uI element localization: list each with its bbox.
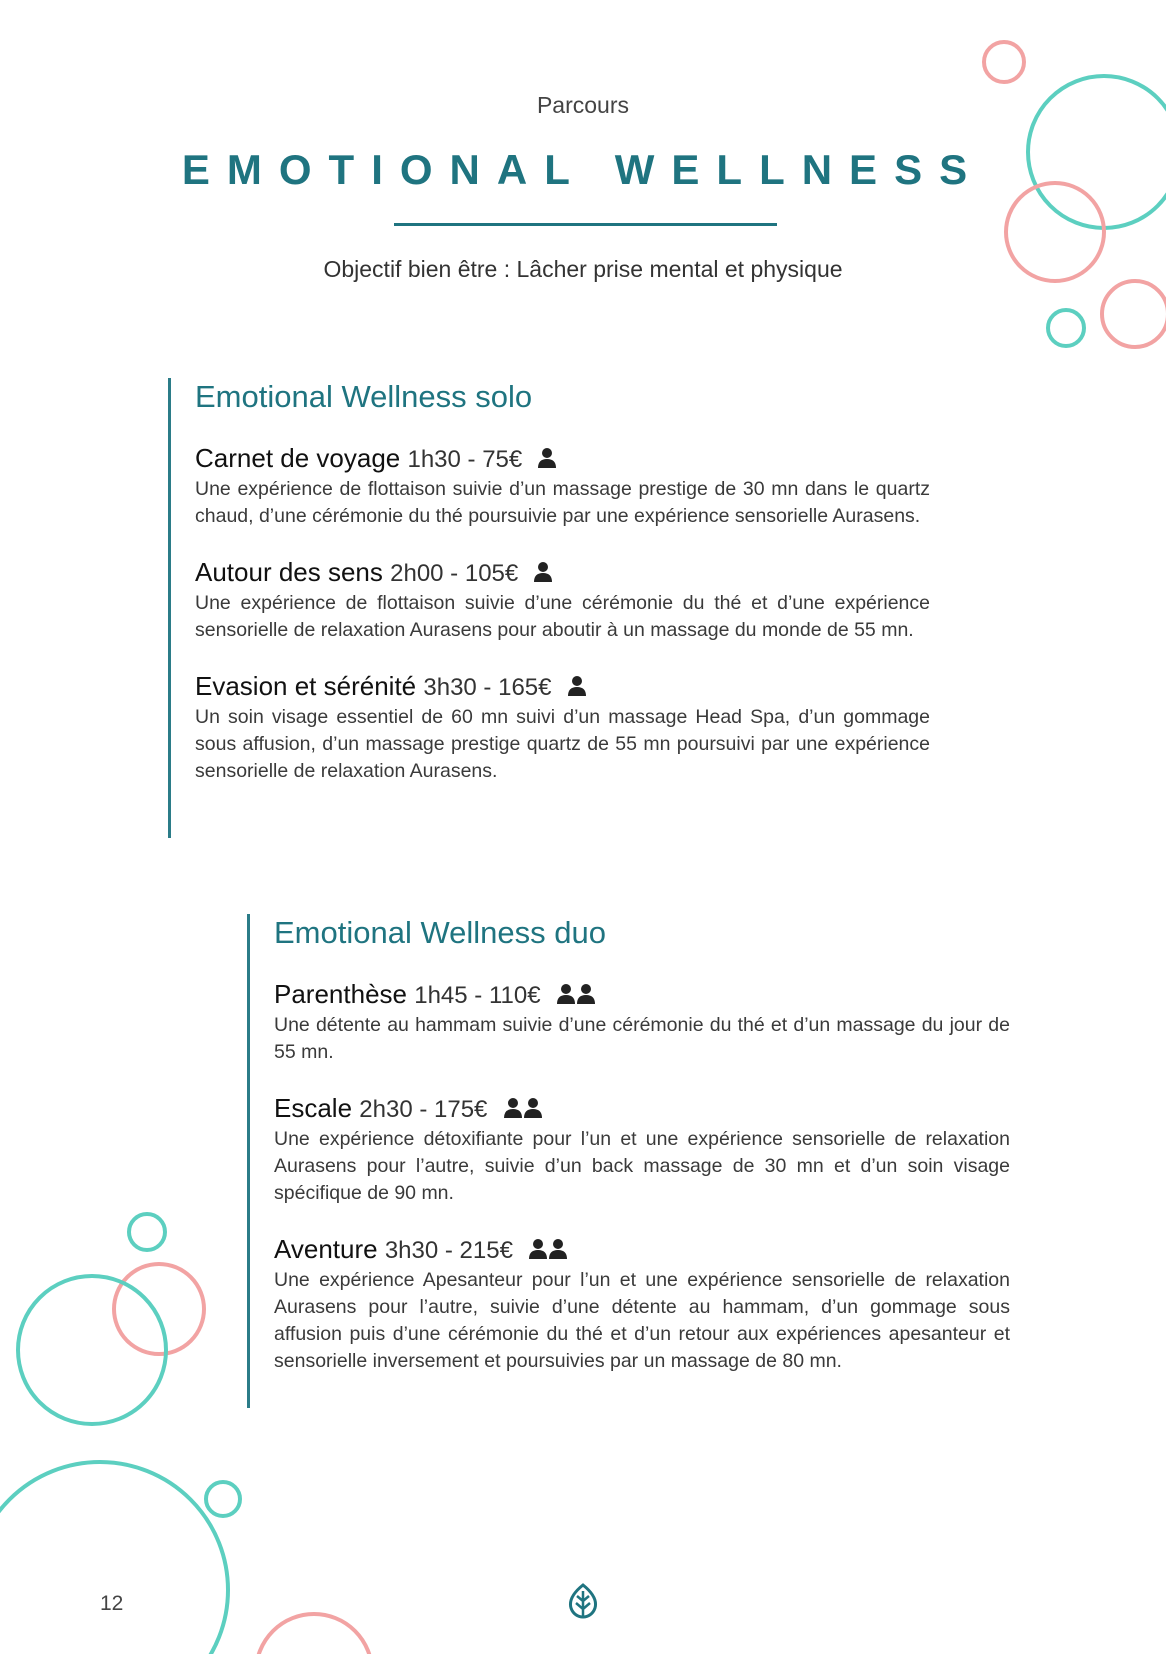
deco-circle (1102, 281, 1166, 347)
list-item (195, 670, 930, 785)
deco-circle (114, 1264, 204, 1354)
item-description: Une détente au hammam suivie d’une cérémonie du thé et d’un massage du jour de 55 mn. (274, 1014, 1010, 1063)
item-name: Escale (274, 1093, 353, 1123)
leaf-icon (567, 1583, 599, 1619)
deco-circle (984, 42, 1024, 82)
item-header (274, 1092, 1010, 1126)
item-header (274, 1233, 1010, 1267)
list-item (274, 978, 1010, 1066)
person-icon (567, 675, 587, 697)
list-item (274, 1092, 1010, 1207)
deco-circle (18, 1276, 166, 1424)
item-name: Evasion et sérénité (195, 671, 417, 701)
item-description: Une expérience de flottaison suivie d’un massage prestige de 30 mn dans le quartz chaud, d’une cérémonie du thé poursuivie par une expérience sensorielle Aurasens. (195, 478, 930, 527)
two-persons-icon (528, 1238, 568, 1260)
two-persons-icon (556, 983, 596, 1005)
item-duration-price: 1h30 - 75€ (407, 446, 523, 473)
solo-section (168, 378, 930, 838)
two-persons-icon (503, 1097, 543, 1119)
item-duration-price: 1h45 - 110€ (414, 982, 541, 1009)
item-name: Parenthèse (274, 979, 407, 1009)
list-item (195, 442, 930, 530)
item-name: Autour des sens (195, 557, 383, 587)
duo-section (247, 914, 1010, 1408)
item-description: Un soin visage essentiel de 60 mn suivi d’un massage Head Spa, d’un gommage sous affusion, d’un massage prestige quartz de 55 mn poursuivi par une expérience sensorielle de relaxation Aurasens. (195, 706, 930, 782)
item-header (274, 978, 1010, 1012)
duo-section-title: Emotional Wellness duo (274, 915, 606, 950)
pre-title: Parcours (536, 92, 630, 118)
item-duration-price: 2h00 - 105€ (390, 560, 519, 587)
person-icon (533, 561, 553, 583)
page-title: EMOTIONAL WELLNESS (181, 146, 985, 193)
deco-circle (256, 1614, 372, 1654)
item-duration-price: 2h30 - 175€ (359, 1096, 488, 1123)
list-item (195, 556, 930, 644)
deco-circle (206, 1482, 240, 1516)
item-header (195, 670, 930, 704)
item-name: Aventure (274, 1234, 378, 1264)
title-divider (394, 223, 777, 226)
item-name: Carnet de voyage (195, 443, 401, 473)
page-number: 12 (100, 1592, 124, 1615)
item-description: Une expérience Apesanteur pour l’un et une expérience sensorielle de relaxation Aurasens pour l’autre, suivie d’une détente au hammam, d’un gommage sous affusion puis d’une cérémonie du thé et d’un retour aux expériences apesanteur et sensorielle inversement et poursuivies par un massage de 80 mn. (274, 1269, 1010, 1372)
item-duration-price: 3h30 - 215€ (384, 1237, 513, 1264)
solo-section-title: Emotional Wellness solo (195, 379, 533, 414)
list-item (274, 1233, 1010, 1375)
deco-circle (0, 1462, 228, 1654)
item-header (195, 442, 930, 476)
deco-circle (1048, 310, 1084, 346)
page-subtitle: Objectif bien être : Lâcher prise mental et physique (323, 256, 843, 282)
person-icon (537, 447, 557, 469)
item-description: Une expérience de flottaison suivie d’une cérémonie du thé et d’une expérience sensorielle de relaxation Aurasens pour aboutir à un massage du monde de 55 mn. (195, 592, 930, 641)
deco-circle (129, 1214, 165, 1250)
item-header (195, 556, 930, 590)
item-description: Une expérience détoxifiante pour l’un et une expérience sensorielle de relaxation Aurasens pour l’autre, suivie d’un back massage de 30 mn et d’un soin visage spécifique de 90 mn. (274, 1128, 1010, 1204)
item-duration-price: 3h30 - 165€ (423, 674, 552, 701)
